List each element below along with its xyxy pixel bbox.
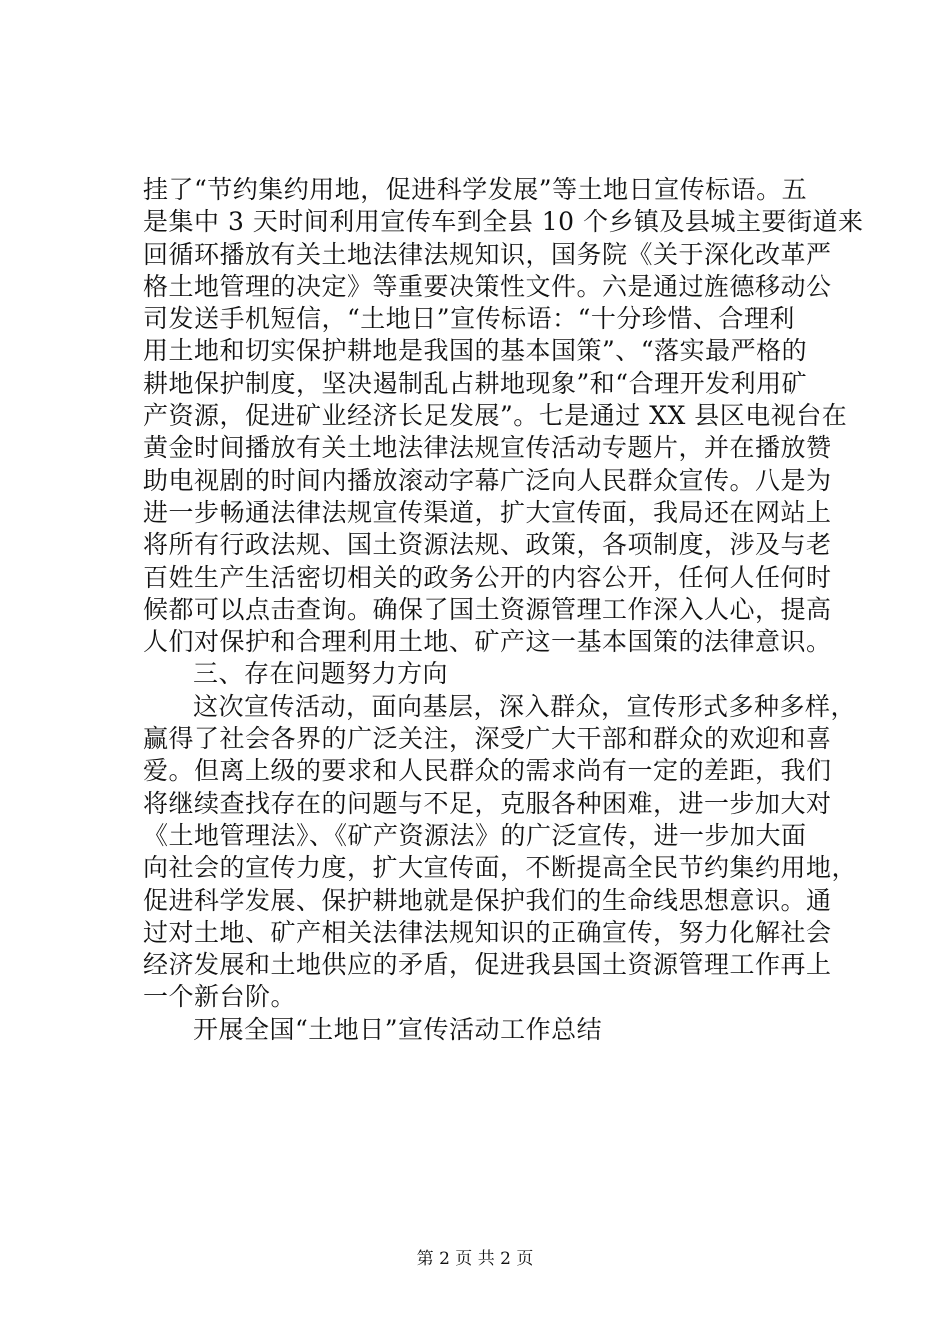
text-line: 《土地管理法》、《矿产资源法》的广泛宣传，进一步加大面 bbox=[143, 820, 807, 850]
text-line: 进一步畅通法律法规宣传渠道，扩大宣传面，我局还在网站上 bbox=[143, 497, 832, 527]
page-number: 第 2 页 共 2 页 bbox=[416, 1249, 534, 1269]
text-line: 爱。但离上级的要求和人民群众的需求尚有一定的差距，我们 bbox=[143, 756, 832, 786]
text-line: 黄金时间播放有关土地法律法规宣传活动专题片，并在播放赞 bbox=[143, 433, 832, 463]
text-line: 这次宣传活动，面向基层，深入群众，宣传形式多种多样， bbox=[193, 691, 857, 721]
text-line: 助电视剧的时间内播放滚动字幕广泛向人民群众宣传。八是为 bbox=[143, 465, 832, 495]
text-line: 将继续查找存在的问题与不足，克服各种困难，进一步加大对 bbox=[143, 788, 832, 818]
page-footer bbox=[0, 1244, 950, 1269]
text-line: 人们对保护和合理利用土地、矿产这一基本国策的法律意识。 bbox=[143, 627, 832, 657]
text-line: 经济发展和土地供应的矛盾，促进我县国土资源管理工作再上 bbox=[143, 950, 832, 980]
text-line: 耕地保护制度，坚决遏制乱占耕地现象”和“合理开发利用矿 bbox=[143, 368, 808, 398]
document-title-line: 开展全国“土地日”宣传活动工作总结 bbox=[193, 1014, 603, 1044]
text-line: 向社会的宣传力度，扩大宣传面，不断提高全民节约集约用地， bbox=[143, 853, 858, 883]
section-heading: 三、存在问题努力方向 bbox=[193, 659, 449, 689]
text-line: 百姓生产生活密切相关的政务公开的内容公开，任何人任何时 bbox=[143, 562, 832, 592]
text-line: 格土地管理的决定》等重要决策性文件。六是通过旌德移动公 bbox=[143, 271, 832, 301]
text-line: 将所有行政法规、国土资源法规、政策，各项制度，涉及与老 bbox=[143, 530, 832, 560]
text-line: 候都可以点击查询。确保了国土资源管理工作深入人心，提高 bbox=[143, 594, 832, 624]
text-line: 过对土地、矿产相关法律法规知识的正确宣传，努力化解社会 bbox=[143, 917, 832, 947]
text-line: 一个新台阶。 bbox=[143, 982, 297, 1012]
text-line: 促进科学发展、保护耕地就是保护我们的生命线思想意识。通 bbox=[143, 885, 832, 915]
text-line: 司发送手机短信，“土地日”宣传标语：“十分珍惜、合理利 bbox=[143, 304, 795, 334]
text-line: 挂了“节约集约用地，促进科学发展”等土地日宣传标语。五 bbox=[143, 175, 808, 204]
text-line: 赢得了社会各界的广泛关注，深受广大干部和群众的欢迎和喜 bbox=[143, 724, 832, 754]
text-line: 是集中 3 天时间利用宣传车到全县 10 个乡镇及县城主要街道来 bbox=[143, 207, 864, 237]
text-line: 用土地和切实保护耕地是我国的基本国策”、“落实最严格的 bbox=[143, 336, 808, 366]
text-line: 产资源，促进矿业经济长足发展”。七是通过 XX 县区电视台在 bbox=[143, 401, 848, 431]
text-line: 回循环播放有关土地法律法规知识，国务院《关于深化改革严 bbox=[143, 239, 832, 269]
document-body bbox=[143, 174, 864, 1046]
